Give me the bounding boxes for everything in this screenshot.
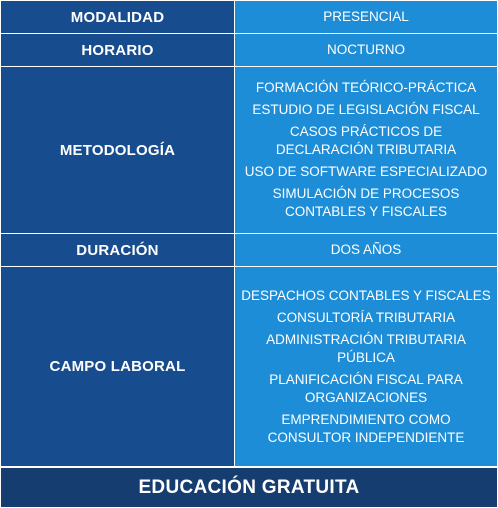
campo-laboral-item: CONSULTORÍA TRIBUTARIA — [276, 309, 456, 325]
campo-laboral-list — [235, 285, 497, 449]
value-horario: NOCTURNO — [235, 34, 498, 67]
metodologia-item: SIMULACIÓN DE PROCESOS CONTABLES Y FISCALES — [272, 186, 460, 219]
campo-laboral-item: DESPACHOS CONTABLES Y FISCALES — [241, 287, 491, 303]
label-modalidad: MODALIDAD — [1, 1, 235, 34]
row-campo-laboral — [1, 267, 498, 467]
metodologia-item: ESTUDIO DE LEGISLACIÓN FISCAL — [252, 102, 480, 117]
label-horario: HORARIO — [1, 34, 235, 67]
label-duracion: DURACIÓN — [1, 234, 235, 267]
row-horario — [1, 34, 498, 67]
row-metodologia — [1, 67, 498, 234]
label-campo-laboral: CAMPO LABORAL — [1, 267, 235, 467]
metodologia-item: CASOS PRÁCTICOS DE DECLARACIÓN TRIBUTARIA — [275, 124, 457, 157]
value-duracion: DOS AÑOS — [235, 234, 498, 267]
label-metodologia: METODOLOGÍA — [1, 67, 235, 234]
row-modalidad — [1, 1, 498, 34]
metodologia-list — [235, 77, 497, 223]
campo-laboral-item: ADMINISTRACIÓN TRIBUTARIA PÚBLICA — [266, 331, 466, 365]
row-duracion — [1, 234, 498, 267]
value-metodologia — [235, 67, 498, 234]
campo-laboral-item: PLANIFICACIÓN FISCAL PARA ORGANIZACIONES — [269, 371, 463, 405]
metodologia-item: FORMACIÓN TEÓRICO-PRÁCTICA — [255, 80, 477, 95]
footer-banner: EDUCACIÓN GRATUITA — [0, 467, 498, 508]
metodologia-item: USO DE SOFTWARE ESPECIALIZADO — [244, 164, 488, 179]
campo-laboral-item: EMPRENDIMIENTO COMO CONSULTOR INDEPENDIENTE — [267, 411, 465, 445]
value-modalidad: PRESENCIAL — [235, 1, 498, 34]
value-campo-laboral — [235, 267, 498, 467]
